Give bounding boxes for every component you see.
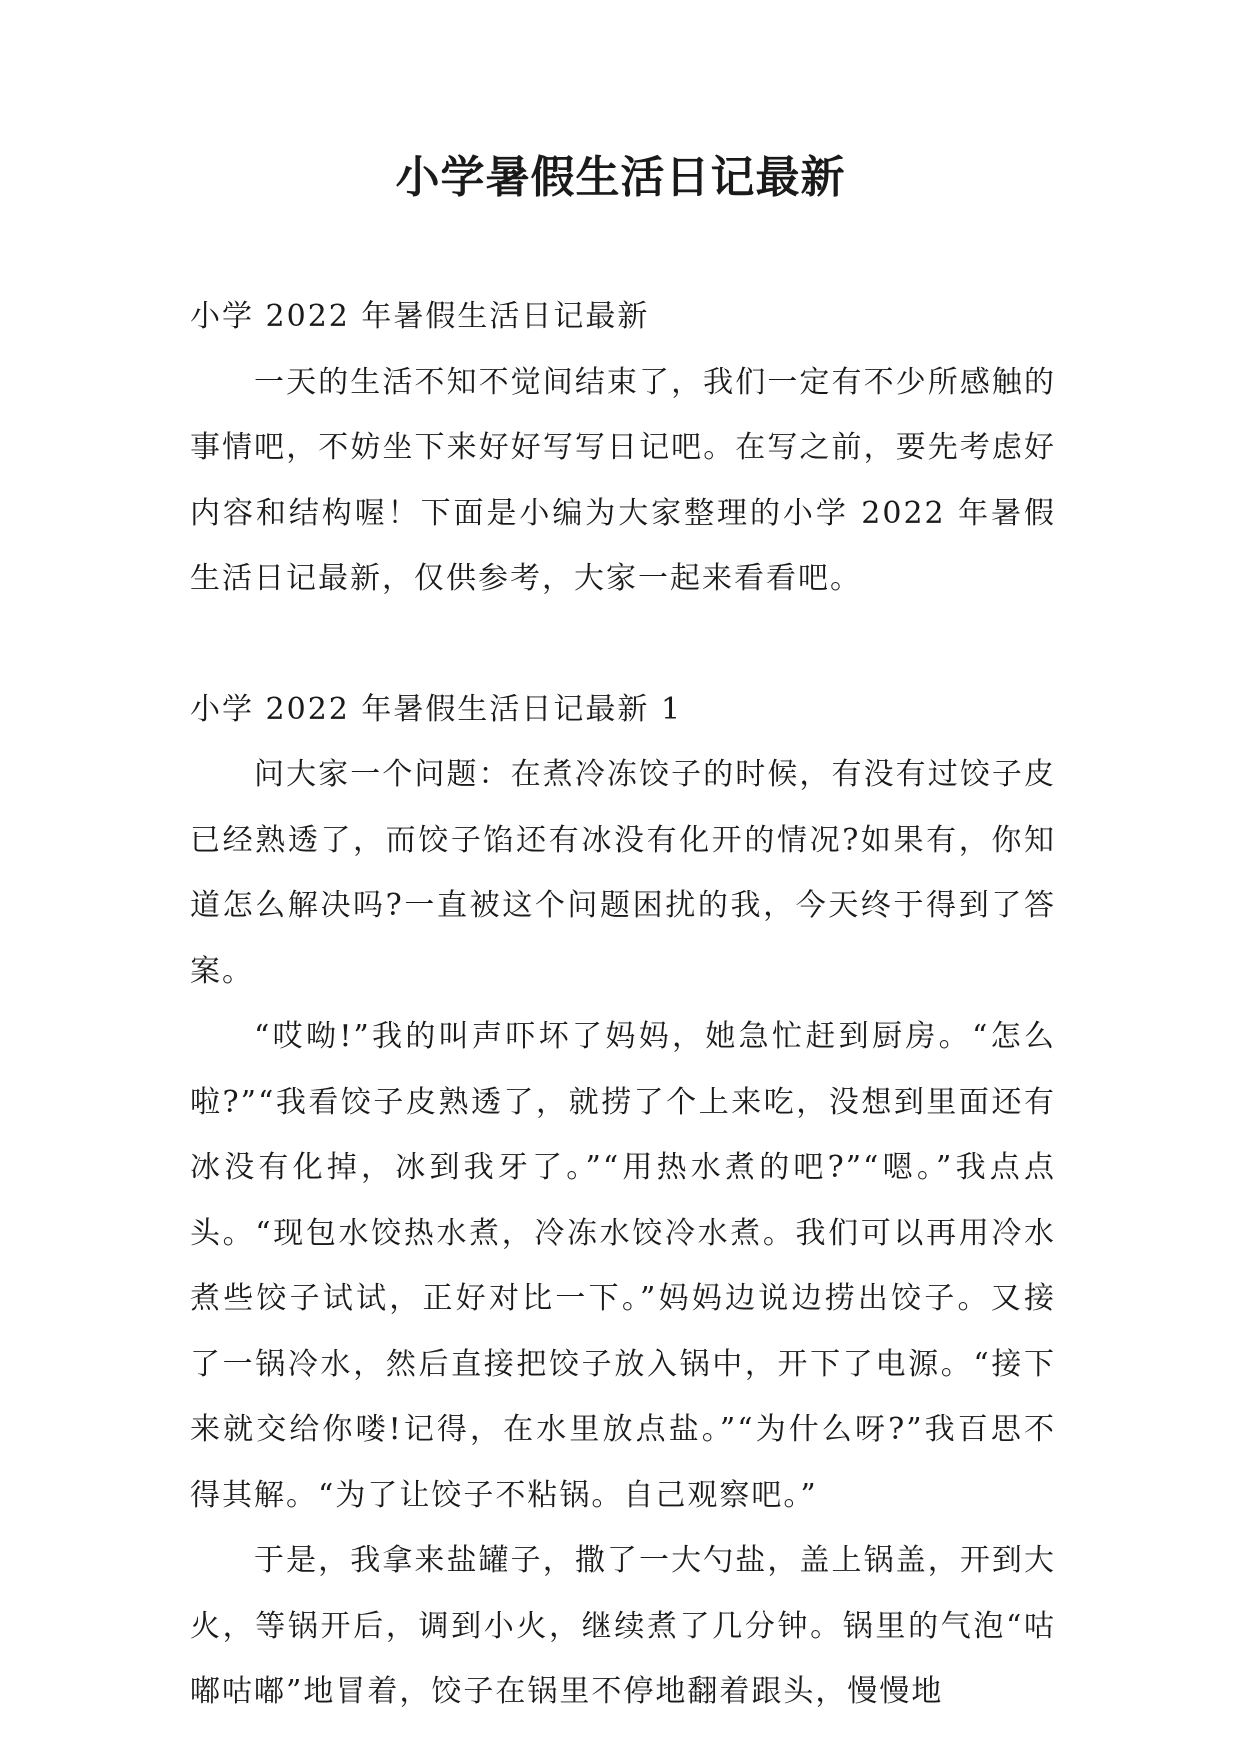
section-heading: 小学 2022 年暑假生活日记最新 1 — [190, 691, 683, 727]
body-paragraph: 问大家一个问题：在煮冷冻饺子的时候，有没有过饺子皮已经熟透了，而饺子馅还有冰没有化开的情况?如果有，你知道怎么解决吗?一直被这个问题困扰的我，今天终于得到了答案。 — [190, 757, 1056, 989]
intro-paragraph: 一天的生活不知不觉间结束了，我们一定有不少所感触的事情吧，不妨坐下来好好写写日记吧。在写之前，要先考虑好内容和结构喔！下面是小编为大家整理的小学 2022 年暑假生活日记最新，仅供参考，大家一起来看看吧。 — [190, 364, 1056, 596]
document-title: 小学暑假生活日记最新 — [395, 152, 846, 203]
body-paragraph: “哎呦!”我的叫声吓坏了妈妈，她急忙赶到厨房。“怎么啦?”“我看饺子皮熟透了，就捞了个上来吃，没想到里面还有冰没有化掉，冰到我牙了。”“用热水煮的吧?”“嗯。”我点点头。“现包水饺热水煮，冷冻水饺冷水煮。我们可以再用冷水煮些饺子试试，正好对比一下。”妈妈边说边捞出饺子。又接了一锅冷水，然后直接把饺子放入锅中，开下了电源。“接下来就交给你喽!记得，在水里放点盐。”“为什么呀?”我百思不得其解。“为了让饺子不粘锅。自己观察吧。” — [190, 1019, 1056, 1513]
intro-heading: 小学 2022 年暑假生活日记最新 — [190, 299, 650, 334]
document-body — [190, 284, 1056, 1725]
body-paragraph: 于是，我拿来盐罐子，撒了一大勺盐，盖上锅盖，开到大火，等锅开后，调到小火，继续煮了几分钟。锅里的气泡“咕嘟咕嘟”地冒着，饺子在锅里不停地翻着跟头，慢慢地 — [190, 1543, 1056, 1709]
section-spacer — [190, 612, 1056, 677]
